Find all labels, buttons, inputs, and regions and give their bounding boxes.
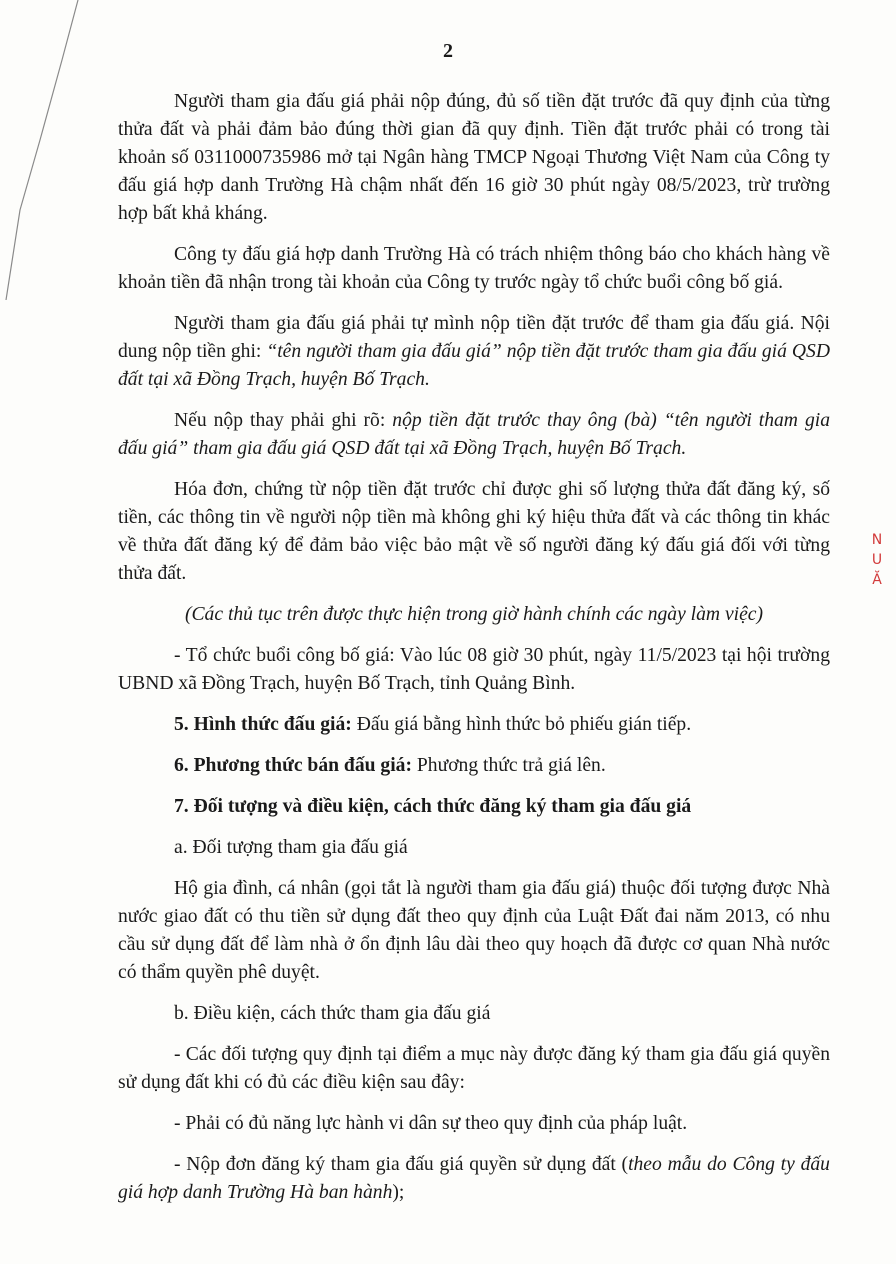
paragraph-invoice: Hóa đơn, chứng từ nộp tiền đặt trước chỉ được ghi số lượng thửa đất đăng ký, số tiền, các thông tin về người nộp tiền mà không ghi ký hiệu thửa đất và các thông tin khác về thửa đất đăng ký để đảm bảo việc bảo mật về số người đăng ký đấu giá đối với từng thửa đất. <box>118 479 830 584</box>
stamp-char: Ă <box>872 572 882 588</box>
paragraph-conditions: - Các đối tượng quy định tại điểm a mục này được đăng ký tham gia đấu giá quyền sử dụng đất khi có đủ các điều kiện sau đây: <box>118 1044 830 1093</box>
registration-form-text: - Nộp đơn đăng ký tham gia đấu giá quyền sử dụng đất ( <box>174 1154 629 1175</box>
paragraph-deposit-content <box>118 310 830 394</box>
proxy-deposit-italic: nộp tiền đặt trước thay ông (bà) “tên người tham gia đấu giá” tham gia đấu giá QSD đất tại xã Đồng Trạch, huyện Bố Trạch. <box>118 410 830 459</box>
document-body <box>118 88 830 1220</box>
section-5-label: 5. Hình thức đấu giá: <box>174 714 352 735</box>
paragraph-civil-capacity: - Phải có đủ năng lực hành vi dân sự theo quy định của pháp luật. <box>174 1113 688 1134</box>
section-6-text: Phương thức trả giá lên. <box>411 755 606 776</box>
section-6 <box>118 752 830 780</box>
paragraph-office-hours-note: (Các thủ tục trên được thực hiện trong giờ hành chính các ngày làm việc) <box>184 604 764 625</box>
section-6-label: 6. Phương thức bán đấu giá: <box>174 755 412 776</box>
subsection-b-heading: b. Điều kiện, cách thức tham gia đấu giá <box>174 1003 491 1024</box>
section-5 <box>118 711 830 739</box>
paragraph-eligible-subjects: Hộ gia đình, cá nhân (gọi tắt là người tham gia đấu giá) thuộc đối tượng được Nhà nước giao đất có thu tiền sử dụng đất theo quy định của Luật Đất đai năm 2013, có nhu cầu sử dụng đất để làm nhà ở ổn định lâu dài theo quy hoạch đã được cơ quan Nhà nước có thẩm quyền phê duyệt. <box>118 878 830 983</box>
stamp-char: U <box>871 552 883 568</box>
deposit-content-text: Người tham gia đấu giá phải tự mình nộp tiền đặt trước để tham gia đấu giá. Nội dung nộp tiền ghi: <box>118 313 830 362</box>
registration-form-end: ); <box>392 1182 405 1203</box>
stamp-char: N <box>871 532 883 548</box>
paragraph-notification: Công ty đấu giá hợp danh Trường Hà có trách nhiệm thông báo cho khách hàng về khoản tiền đã nhận trong tài khoản của Công ty trước ngày tổ chức buổi công bố giá. <box>118 244 830 293</box>
section-7-heading: 7. Đối tượng và điều kiện, cách thức đăng ký tham gia đấu giá <box>174 796 692 817</box>
paragraph-registration-form <box>118 1151 830 1207</box>
page-number: 2 <box>443 40 453 62</box>
deposit-content-italic: “tên người tham gia đấu giá” nộp tiền đặt trước tham gia đấu giá QSD đất tại xã Đồng Trạch, huyện Bố Trạch. <box>118 341 830 390</box>
paragraph-proxy-deposit <box>118 407 830 463</box>
registration-form-italic: theo mẫu do Công ty đấu giá hợp danh Trường Hà ban hành <box>118 1154 830 1203</box>
red-stamp-fragment <box>862 530 892 700</box>
paragraph-price-announcement: - Tổ chức buổi công bố giá: Vào lúc 08 giờ 30 phút, ngày 11/5/2023 tại hội trường UBND xã Đồng Trạch, huyện Bố Trạch, tỉnh Quảng Bình. <box>118 645 830 694</box>
section-5-text: Đấu giá bằng hình thức bỏ phiếu gián tiếp. <box>351 714 692 735</box>
subsection-a-heading: a. Đối tượng tham gia đấu giá <box>174 837 408 858</box>
paragraph-deposit-requirement: Người tham gia đấu giá phải nộp đúng, đủ số tiền đặt trước đã quy định của từng thửa đất và phải đảm bảo đúng thời gian đã quy định. Tiền đặt trước phải có trong tài khoản số 0311000735986 mở tại Ngân hàng TMCP Ngoại Thương Việt Nam của Công ty đấu giá hợp danh Trường Hà chậm nhất đến 16 giờ 30 phút ngày 08/5/2023, trừ trường hợp bất khả kháng. <box>118 91 830 224</box>
proxy-deposit-text: Nếu nộp thay phải ghi rõ: <box>174 410 393 431</box>
